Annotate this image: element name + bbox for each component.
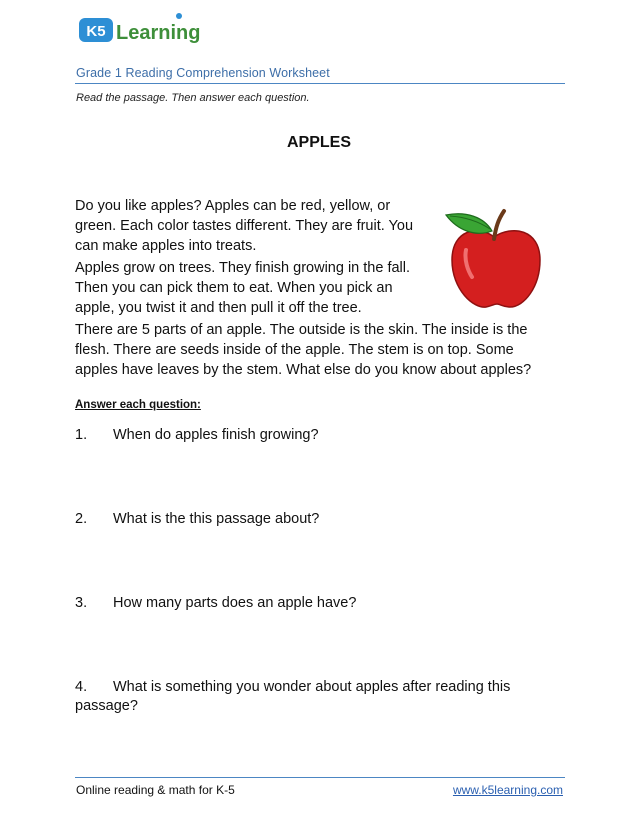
svg-text:K5: K5 (86, 23, 106, 40)
instructions-text: Read the passage. Then answer each question. (76, 92, 310, 104)
question-text: What is the this passage about? (113, 511, 320, 527)
question-number: 3. (75, 595, 88, 611)
question-2 (75, 510, 545, 529)
answer-section-label: Answer each question: (75, 399, 201, 411)
passage-title: APPLES (286, 134, 351, 151)
passage-paragraph-1: Do you like apples? Apples can be red, yellow, or green. Each color tastes different. They are fruit. You can make apples into treats. (75, 198, 414, 254)
question-4 (75, 678, 545, 716)
question-text: What is something you wonder about apples after reading this passage? (75, 679, 511, 714)
apple-icon (444, 205, 544, 310)
footer-divider (75, 777, 565, 778)
worksheet-header-title: Grade 1 Reading Comprehension Worksheet (76, 66, 330, 80)
footer-website-link[interactable]: www.k5learning.com (452, 783, 563, 797)
question-number: 4. (75, 679, 88, 695)
passage-paragraph-2: Apples grow on trees. They finish growing in the fall. Then you can pick them to eat. When you pick an apple, you twist it and then pull it off the tree. (75, 260, 411, 316)
header-divider (75, 83, 565, 84)
question-number: 1. (75, 427, 88, 443)
question-text: When do apples finish growing? (113, 427, 319, 443)
svg-text:Learning: Learning (116, 22, 201, 44)
passage-paragraph-3: There are 5 parts of an apple. The outside is the skin. The inside is the flesh. There are seeds inside of the apple. The stem is on top. Some apples have leaves by the stem. What else do you know about apples? (75, 322, 532, 378)
question-text: How many parts does an apple have? (113, 595, 357, 611)
question-1 (75, 426, 545, 445)
question-3 (75, 594, 545, 613)
footer-tagline: Online reading & math for K-5 (76, 783, 235, 797)
question-number: 2. (75, 511, 88, 527)
k5-learning-logo (78, 12, 212, 48)
